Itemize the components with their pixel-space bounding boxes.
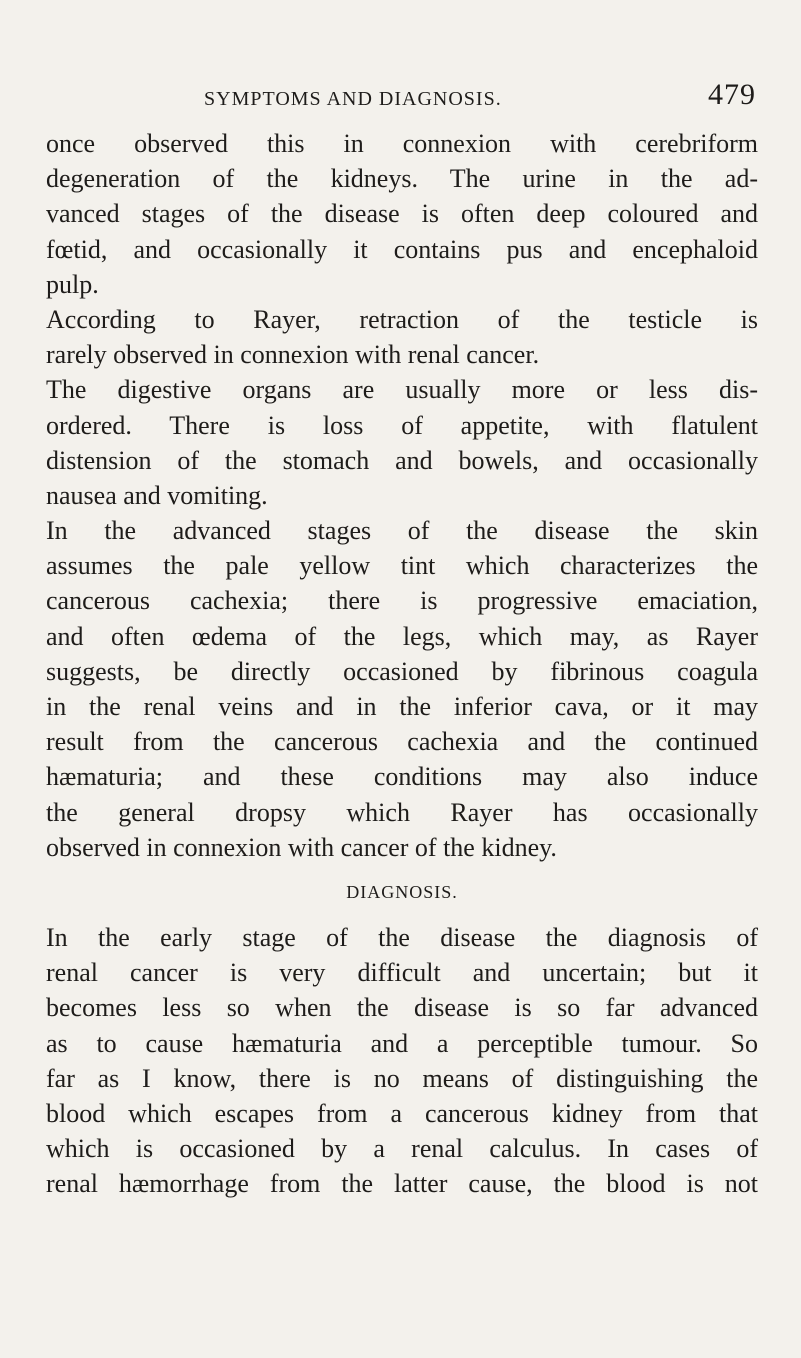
text-line: once observed this in connexion with cerebriform <box>46 129 758 158</box>
paragraph-2 <box>46 302 758 372</box>
text-line: the general dropsy which Rayer has occasionally <box>46 797 758 827</box>
text-line: ordered. There is loss of appetite, with flatulent <box>46 410 758 440</box>
text-line: According to Rayer, retraction of the testicle is <box>46 304 758 334</box>
text-line: In the early stage of the disease the diagnosis of <box>46 922 758 952</box>
text-line: hæmaturia; and these conditions may also induce <box>46 762 758 792</box>
text-line: rarely observed in connexion with renal cancer. <box>46 340 540 370</box>
text-line: observed in connexion with cancer of the kidney. <box>46 832 557 862</box>
text-line: far as I know, there is no means of distinguishing the <box>46 1063 758 1093</box>
text-line: vanced stages of the disease is often deep coloured and <box>46 199 758 229</box>
text-line: which is occasioned by a renal calculus. In cases of <box>46 1134 758 1164</box>
text-line: pulp. <box>46 269 99 299</box>
text-line: nausea and vomiting. <box>46 480 268 510</box>
paragraph-1 <box>46 126 758 302</box>
text-line: renal cancer is very difficult and uncertain; but it <box>46 958 758 988</box>
text-line: as to cause hæmaturia and a perceptible tumour. So <box>46 1028 758 1058</box>
text-line: assumes the pale yellow tint which characterizes the <box>46 551 758 581</box>
paragraph-4 <box>46 513 758 865</box>
text-line: distension of the stomach and bowels, and occasionally <box>46 445 758 475</box>
running-head-title: SYMPTOMS AND DIAGNOSIS. <box>204 88 502 110</box>
section-heading-diagnosis: DIAGNOSIS. <box>346 881 458 902</box>
running-head <box>44 78 756 118</box>
text-line: blood which escapes from a cancerous kidney from that <box>46 1098 758 1128</box>
text-line: In the advanced stages of the disease the skin <box>46 516 758 546</box>
text-line: renal hæmorrhage from the latter cause, the blood is not <box>46 1169 758 1199</box>
text-line: degeneration of the kidneys. The urine in the ad- <box>46 164 758 194</box>
text-line: The digestive organs are usually more or less dis- <box>46 375 758 405</box>
paragraph-5 <box>46 920 758 1202</box>
text-line: cancerous cachexia; there is progressive emaciation, <box>46 586 758 616</box>
text-line: result from the cancerous cachexia and the continued <box>46 727 758 757</box>
text-line: in the renal veins and in the inferior cava, or it may <box>46 692 758 721</box>
text-line: becomes less so when the disease is so far advanced <box>46 993 758 1023</box>
text-line: and often œdema of the legs, which may, as Rayer <box>46 621 758 651</box>
text-line: suggests, be directly occasioned by fibrinous coagula <box>46 656 758 686</box>
body-text <box>46 126 758 1201</box>
page-number: 479 <box>708 78 756 111</box>
paragraph-3 <box>46 372 758 513</box>
text-line: fœtid, and occasionally it contains pus and encephaloid <box>46 234 758 264</box>
